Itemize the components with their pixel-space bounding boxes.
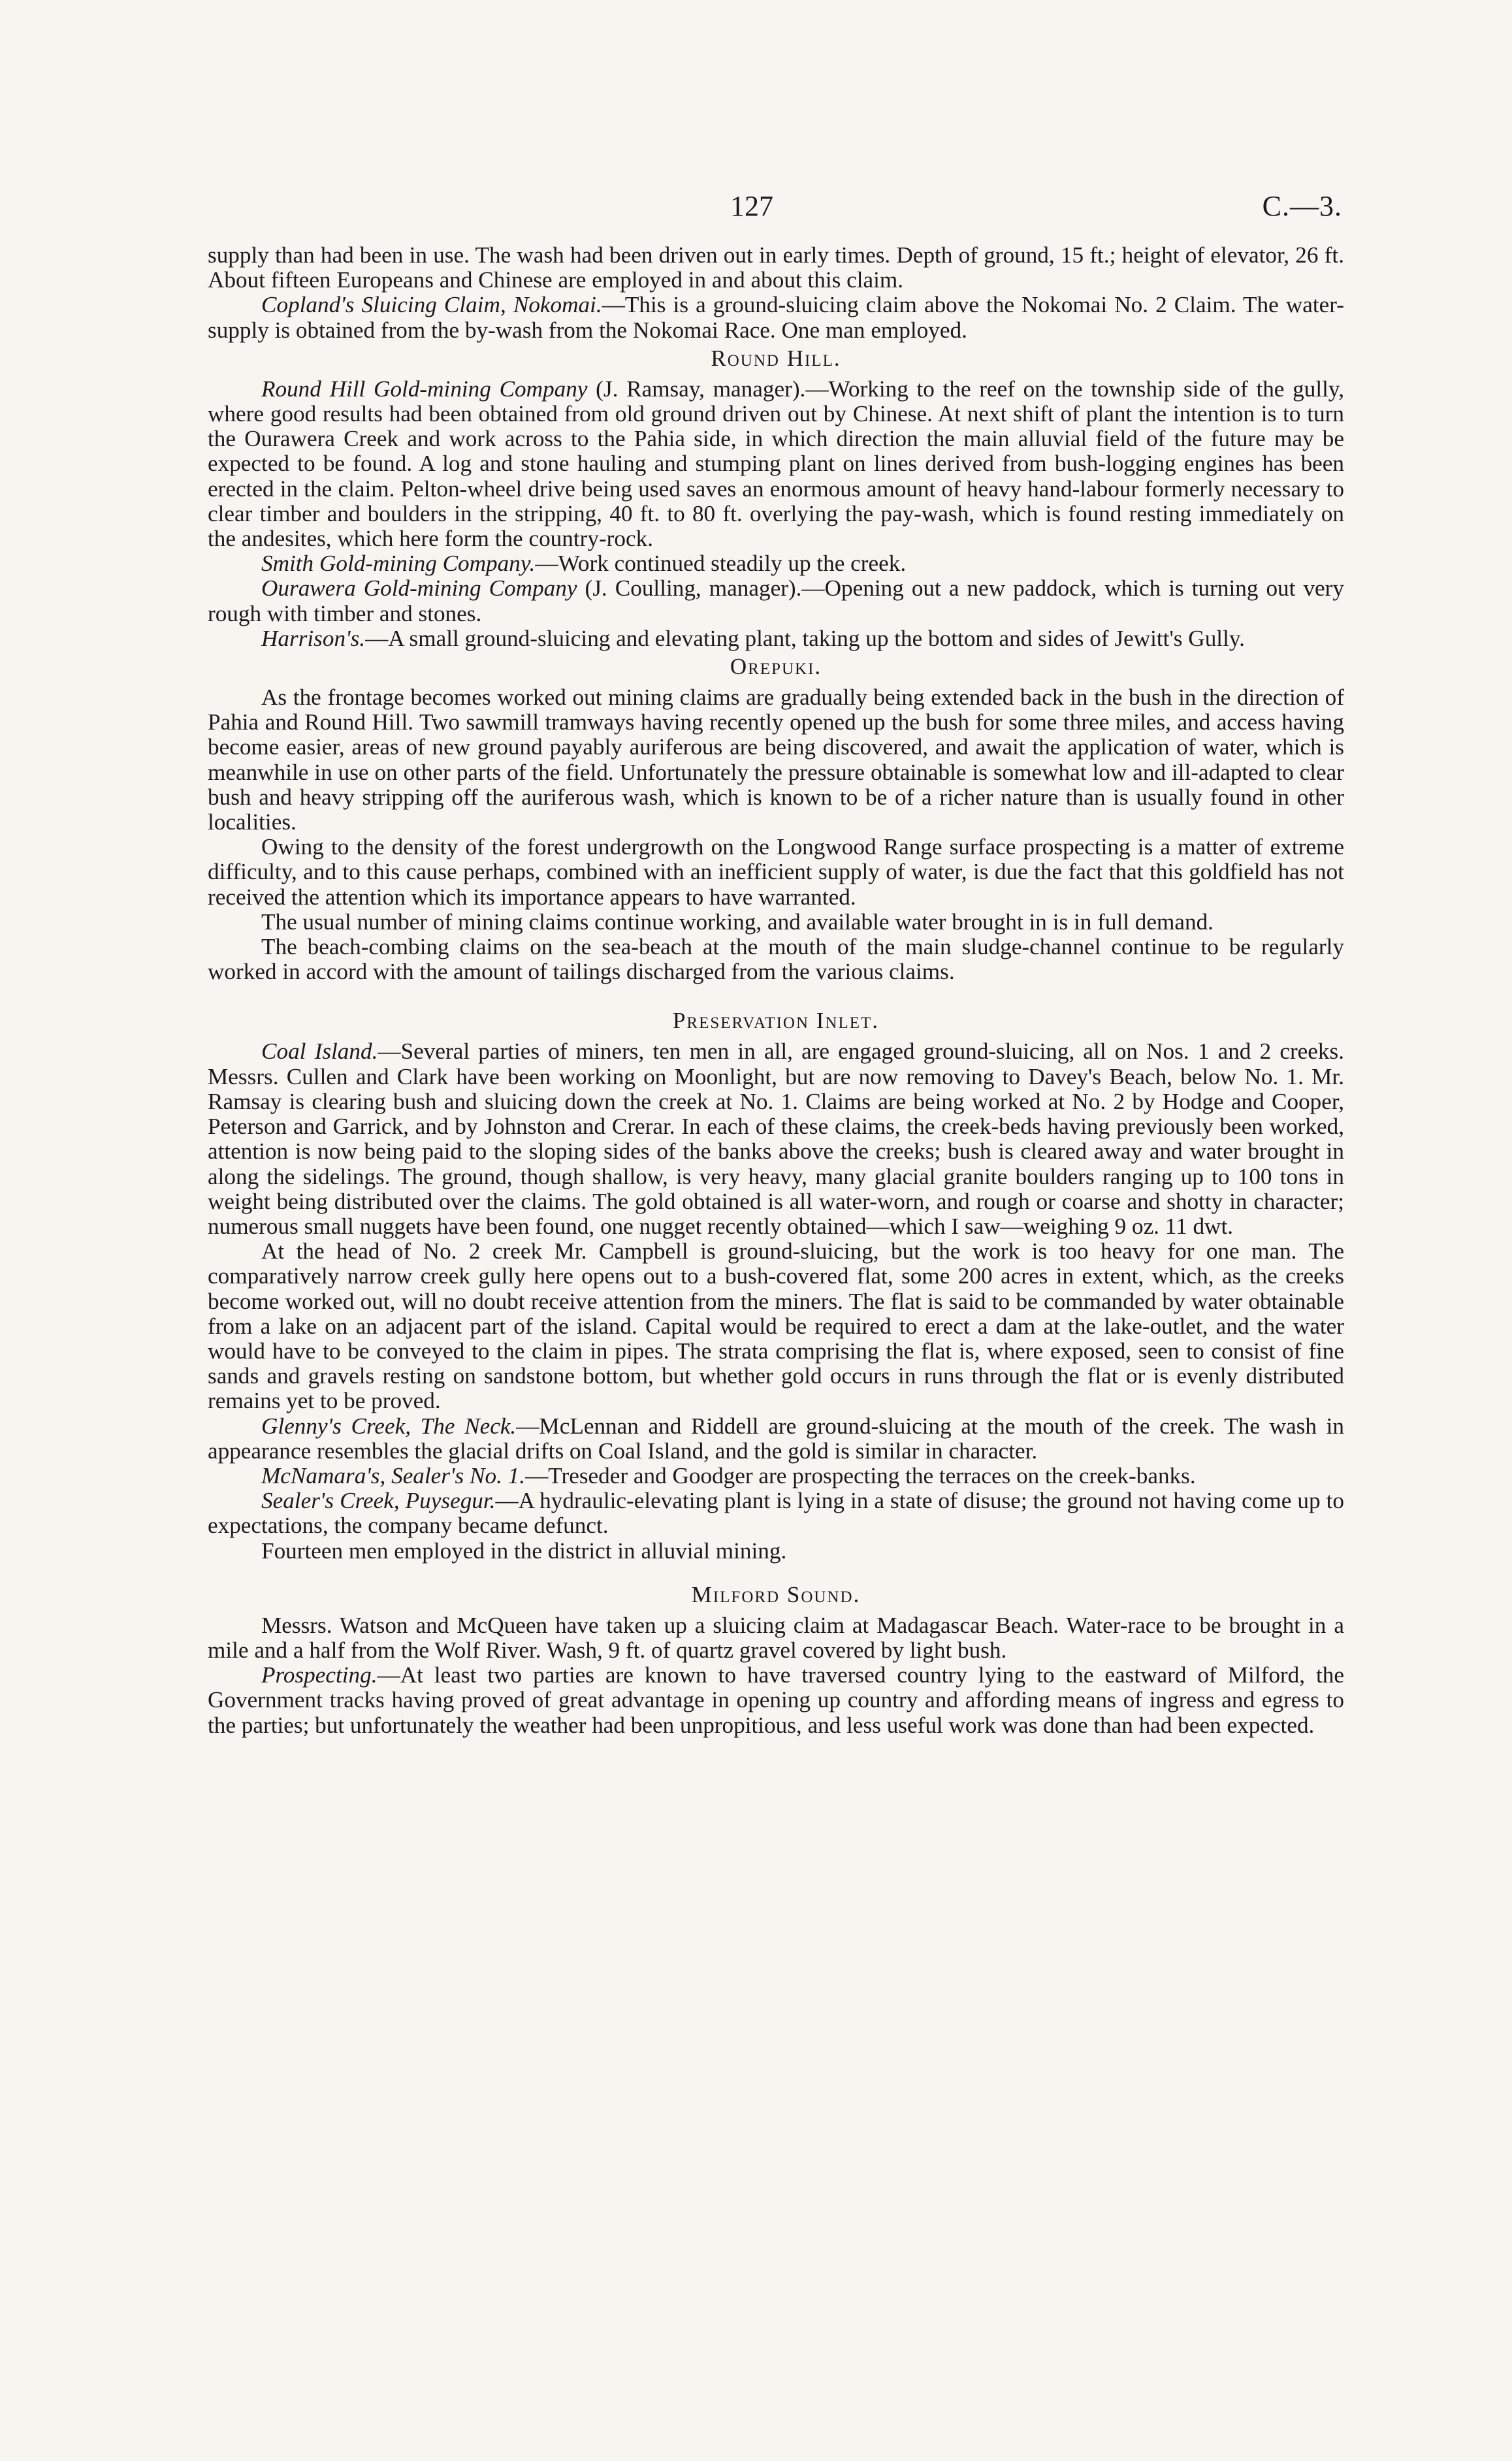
paragraph-text: (J. Coulling, manager).—Opening out a new paddock, which is turning out very rough with timber and stones. — [208, 575, 1344, 626]
paragraph-text: —McLennan and Riddell are ground-sluicing at the mouth of the creek. The wash in appearance resembles the glacial drifts on Coal Island, and the gold is similar in character. — [208, 1413, 1344, 1464]
paragraph — [208, 1414, 1344, 1464]
paragraph — [208, 377, 1344, 551]
paragraph — [208, 1539, 1344, 1564]
paragraph — [208, 1613, 1344, 1663]
section-heading: Preservation Inlet. — [672, 1008, 880, 1034]
italic-heading-text: Ourawera Gold-mining Company — [261, 575, 577, 602]
paragraph — [208, 243, 1344, 293]
paragraph-text: —Treseder and Goodger are prospecting the terraces on the creek-banks. — [525, 1462, 1196, 1488]
paragraph — [208, 1039, 1344, 1239]
page-header — [0, 189, 1512, 229]
paragraph-text: —Several parties of miners, ten men in all, are engaged ground-sluicing, all on Nos. 1 and 2 creeks. Messrs. Cullen and Clark have been working on Moonlight, but are now removing to Davey's Beach, below No. 1. Mr. Ramsay is clearing bush and sluicing down the creek at No. 1. Claims are being worked at No. 2 by Hodge and Cooper, Peterson and Garrick, and by Johnston and Crerar. In each of these claims, the creek-beds having previously been worked, attention is now being paid to the sloping sides of the banks above the creeks; bush is cleared away and water brought in along the sidelings. The ground, though shallow, is very heavy, many glacial granite boulders ranging up to 100 tons in weight being distributed over the claims. The gold obtained is all water-worn, and rough or coarse and shotty in character; numerous small nuggets have been found, one nugget recently obtained—which I saw—weighing 9 oz. 11 dwt. — [208, 1038, 1344, 1239]
paragraph — [208, 626, 1344, 651]
paragraph-text: At the head of No. 2 creek Mr. Campbell is ground-sluicing, but the work is too heavy for one man. The comparatively narrow creek gully here opens out to a bush-covered flat, some 200 acres in extent, which, as the creeks become worked out, will no doubt receive attention from the miners. The flat is said to be commanded by water obtainable from a lake on an adjacent part of the island. Capital would be required to erect a dam at the lake-outlet, and the water would have to be conveyed to the claim in pipes. The strata comprising the flat is, where exposed, seen to consist of fine sands and gravels resting on sandstone bottom, but whether gold occurs in runs through the flat or is evenly distributed remains yet to be proved. — [208, 1238, 1344, 1414]
paragraph-text: (J. Ramsay, manager).—Working to the reef on the township side of the gully, where good results had been obtained from old ground driven out by Chinese. At next shift of plant the intention is to turn the Ourawera Creek and work across to the Pahia side, in which direction the main alluvial field of the future may be expected to be found. A log and stone hauling and stumping plant on lines derived from bush-logging engines has been erected in the claim. Pelton-wheel drive being used saves an enormous amount of heavy hand-labour formerly necessary to clear timber and boulders in the stripping, 40 ft. to 80 ft. overlying the pay-wash, which is found resting immediately on the andesites, which here form the country-rock. — [208, 376, 1344, 552]
paragraph — [208, 910, 1344, 935]
paragraph-text: The beach-combing claims on the sea-beach at the mouth of the main sludge-channel continue to be regularly worked in accord with the amount of tailings discharged from the various claims. — [208, 934, 1344, 985]
paragraph-text: —Work continued steadily up the creek. — [535, 551, 907, 577]
paragraph-text: —This is a ground-sluicing claim above the Nokomai No. 2 Claim. The water-supply is obtained from the by-wash from the Nokomai Race. One man employed. — [208, 292, 1344, 343]
document-code: C.—3. — [1262, 190, 1342, 222]
section-heading: Milford Sound. — [691, 1581, 861, 1607]
paragraph-text: Messrs. Watson and McQueen have taken up a sluicing claim at Madagascar Beach. Water-race to be brought in a mile and a half from the Wolf River. Wash, 9 ft. of quartz gravel covered by light bush. — [208, 1612, 1344, 1663]
paragraph — [208, 551, 1344, 576]
italic-heading-text: Smith Gold-mining Company. — [261, 551, 536, 577]
page-number: 127 — [730, 190, 773, 222]
report-body — [208, 243, 1344, 1738]
italic-heading-text: Coal Island. — [261, 1038, 378, 1065]
italic-heading-text: Prospecting. — [261, 1662, 378, 1688]
paragraph-text: The usual number of mining claims continue working, and available water brought in is in full demand. — [261, 909, 1214, 935]
paragraph — [208, 293, 1344, 342]
paragraph-text: supply than had been in use. The wash had been driven out in early times. Depth of ground, 15 ft.; height of elevator, 26 ft. About fifteen Europeans and Chinese are employed in and about this claim. — [208, 242, 1344, 293]
italic-heading-text: Harrison's. — [261, 625, 366, 651]
paragraph — [208, 1239, 1344, 1413]
italic-heading-text: Round Hill Gold-mining Company — [261, 376, 588, 402]
paragraph-text: —A small ground-sluicing and elevating plant, taking up the bottom and sides of Jewitt's Gully. — [365, 625, 1245, 651]
paragraph — [208, 1464, 1344, 1488]
paragraph — [208, 576, 1344, 626]
paragraph — [208, 1488, 1344, 1538]
paragraph — [208, 835, 1344, 910]
paragraph-text: Fourteen men employed in the district in alluvial mining. — [261, 1537, 787, 1564]
paragraph-text: —A hydraulic-elevating plant is lying in a state of disuse; the ground not having come up to expectations, the company became defunct. — [208, 1488, 1344, 1539]
italic-heading-text: Copland's Sluicing Claim, Nokomai. — [261, 292, 602, 318]
italic-heading-text: Glenny's Creek, The Neck. — [261, 1413, 517, 1439]
italic-heading-text: McNamara's, Sealer's No. 1. — [261, 1462, 526, 1488]
paragraph — [208, 685, 1344, 835]
paragraph-text: Owing to the density of the forest undergrowth on the Longwood Range surface prospecting is a matter of extreme difficulty, and to this cause perhaps, combined with an inefficient supply of water, is due the fact that this goldfield has not received the attention which its importance appears to have warranted. — [208, 834, 1344, 910]
section-heading: Round Hill. — [711, 345, 841, 371]
paragraph — [208, 1663, 1344, 1738]
paragraph-text: As the frontage becomes worked out mining claims are gradually being extended back in the bush in the direction of Pahia and Round Hill. Two sawmill tramways having recently opened up the bush for some three miles, and access having become easier, areas of new ground payably auriferous are being discovered, and await the application of water, which is meanwhile in use on other parts of the field. Unfortunately the pressure obtainable is somewhat low and ill-adapted to clear bush and heavy stripping off the auriferous wash, which is known to be of a richer nature than is usually found in other localities. — [208, 684, 1344, 835]
section-heading: Orepuki. — [730, 654, 822, 680]
paragraph-text: —At least two parties are known to have traversed country lying to the eastward of Milford, the Government tracks having proved of great advantage in opening up country and affording means of ingress and egress to the parties; but unfortunately the weather had been unpropitious, and less useful work was done than had been expected. — [208, 1662, 1344, 1738]
paragraph — [208, 935, 1344, 984]
italic-heading-text: Sealer's Creek, Puysegur. — [261, 1488, 496, 1514]
